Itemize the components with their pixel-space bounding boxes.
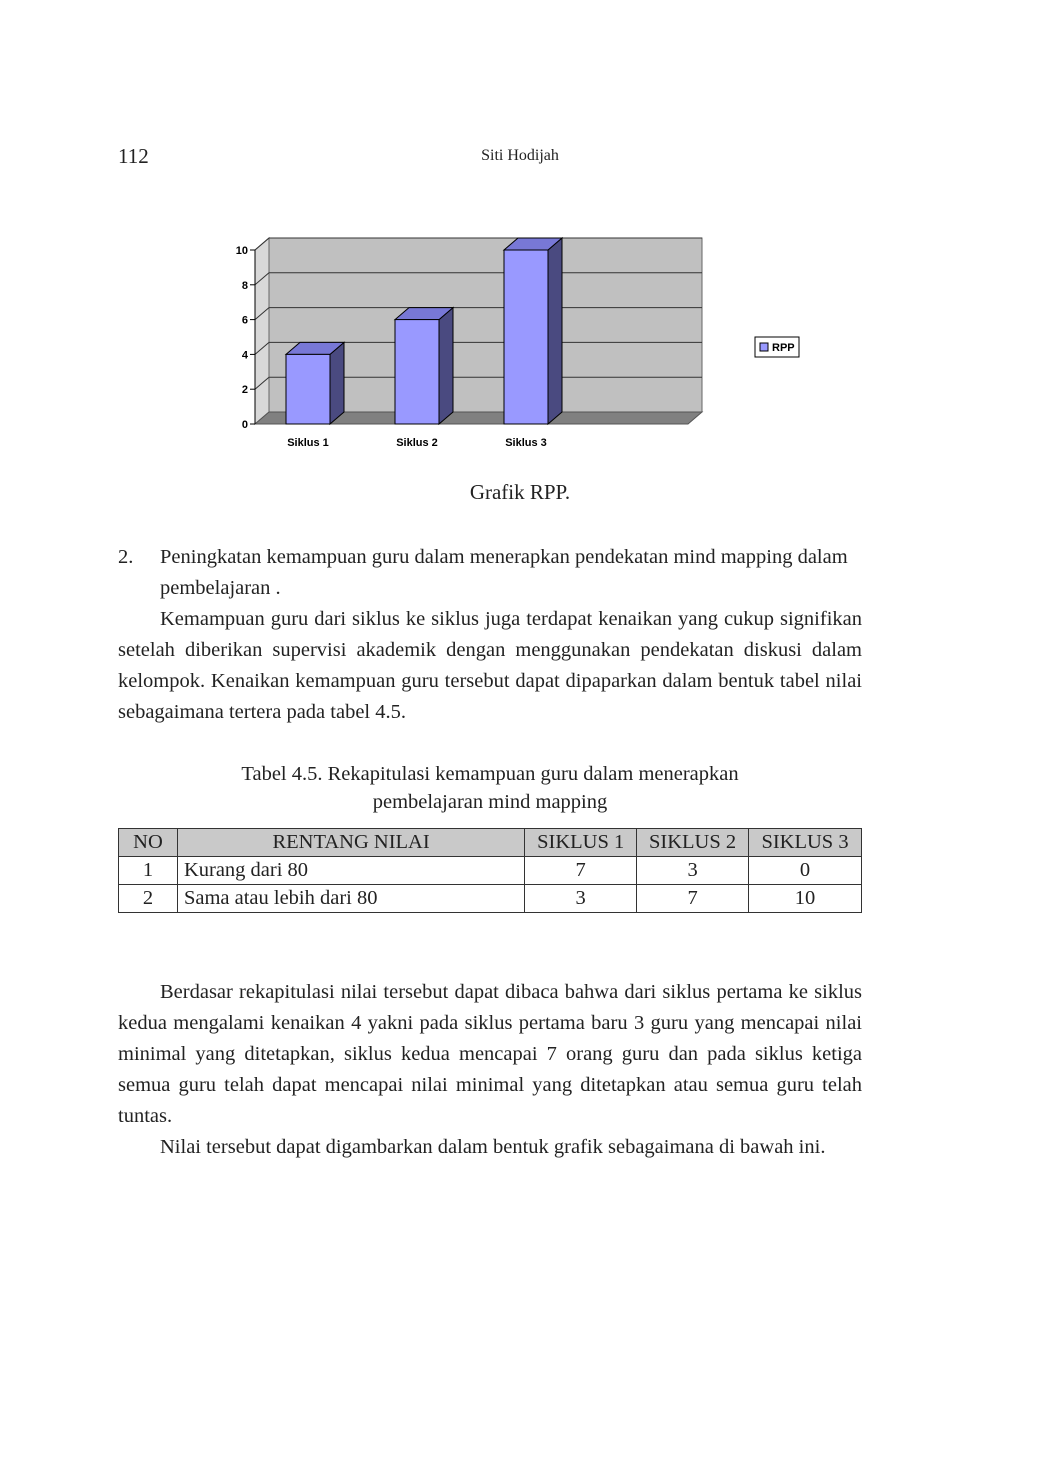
cell-siklus-1: 7 bbox=[525, 857, 637, 885]
rpp-bar-chart bbox=[220, 228, 820, 458]
recap-table bbox=[118, 828, 862, 913]
x-tick-label: Siklus 1 bbox=[287, 437, 329, 449]
legend-swatch bbox=[760, 343, 768, 351]
bar-side bbox=[548, 238, 562, 424]
table-caption bbox=[0, 760, 980, 816]
bar-side bbox=[439, 308, 453, 424]
y-tick-label: 6 bbox=[241, 314, 248, 327]
bar bbox=[504, 250, 548, 424]
table-header-row bbox=[119, 829, 862, 857]
page-number: 112 bbox=[118, 144, 149, 168]
paragraph: Nilai tersebut dapat digambarkan dalam bentuk grafik sebagaimana di bawah ini. bbox=[160, 1136, 826, 1158]
x-tick-label: Siklus 3 bbox=[505, 437, 547, 449]
table-row bbox=[119, 857, 862, 885]
cell-no: 2 bbox=[119, 885, 178, 913]
y-tick-label: 4 bbox=[241, 349, 248, 362]
bar-side bbox=[330, 342, 344, 424]
chart-side-wall bbox=[255, 238, 269, 424]
y-tick-label: 10 bbox=[235, 245, 248, 257]
y-tick-label: 2 bbox=[241, 384, 248, 397]
running-head: Siti Hodijah bbox=[481, 147, 559, 164]
header-siklus-1: SIKLUS 1 bbox=[525, 829, 637, 857]
cell-siklus-1: 3 bbox=[525, 885, 637, 913]
figure-caption: Grafik RPP. bbox=[469, 480, 571, 504]
table-caption-line-1: Tabel 4.5. Rekapitulasi kemampuan guru dalam menerapkan bbox=[241, 763, 739, 785]
cell-siklus-2: 7 bbox=[637, 885, 749, 913]
paragraph: Berdasar rekapitulasi nilai tersebut dapat dibaca bahwa dari siklus pertama ke siklus kedua mengalami kenaikan 4 yakni pada siklus pertama baru 3 guru yang mencapai nilai minimal yang ditetapkan, siklus kedua mencapai 7 orang guru dan pada siklus ketiga semua guru telah dapat mencapai nilai minimal yang ditetapkan atau semua guru telah tuntas. bbox=[118, 981, 862, 1127]
y-tick-label: 0 bbox=[241, 419, 248, 431]
cell-rentang: Sama atau lebih dari 80 bbox=[177, 885, 524, 913]
cell-rentang: Kurang dari 80 bbox=[177, 857, 524, 885]
cell-siklus-3: 10 bbox=[749, 885, 862, 913]
list-number: 2. bbox=[118, 546, 134, 568]
header-rentang-nilai: RENTANG NILAI bbox=[177, 829, 524, 857]
cell-no: 1 bbox=[119, 857, 178, 885]
header-siklus-3: SIKLUS 3 bbox=[749, 829, 862, 857]
paragraph-block-1 bbox=[118, 604, 862, 728]
y-tick-label: 8 bbox=[241, 279, 248, 292]
bar bbox=[286, 354, 330, 424]
paragraph-block-2 bbox=[118, 977, 862, 1163]
cell-siklus-2: 3 bbox=[637, 857, 749, 885]
legend-label: RPP bbox=[772, 342, 795, 354]
table-caption-line-2: pembelajaran mind mapping bbox=[372, 791, 608, 813]
header-no: NO bbox=[119, 829, 178, 857]
cell-siklus-3: 0 bbox=[749, 857, 862, 885]
table-row bbox=[119, 885, 862, 913]
x-tick-label: Siklus 2 bbox=[396, 437, 438, 449]
list-item-text: Peningkatan kemampuan guru dalam menerapkan pendekatan mind mapping dalam pembelajaran . bbox=[160, 546, 848, 599]
header-siklus-2: SIKLUS 2 bbox=[637, 829, 749, 857]
paragraph: Kemampuan guru dari siklus ke siklus juga terdapat kenaikan yang cukup signifikan setelah diberikan supervisi akademik dengan menggunakan pendekatan diskusi dalam kelompok. Kenaikan kemampuan guru tersebut dapat dipaparkan dalam bentuk tabel nilai sebagaimana tertera pada tabel 4.5. bbox=[118, 608, 862, 723]
bar bbox=[395, 320, 439, 424]
